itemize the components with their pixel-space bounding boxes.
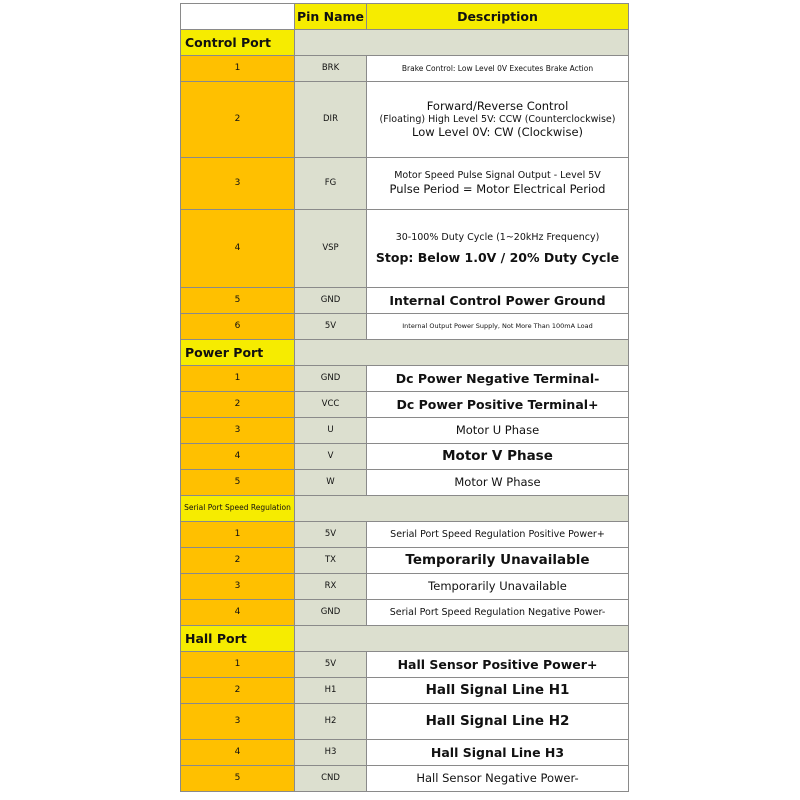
pin-number: 2	[181, 678, 295, 704]
description-line: Motor Speed Pulse Signal Output - Level 5V	[394, 170, 601, 182]
description-line: Forward/Reverse Control	[426, 99, 569, 114]
section-row-serial-port	[181, 496, 629, 522]
description-line: 30-100% Duty Cycle (1~20kHz Frequency)	[395, 231, 600, 243]
pin-description	[367, 704, 629, 740]
description-line: Brake Control: Low Level 0V Executes Brake Action	[401, 63, 594, 73]
pin-number: 4	[181, 600, 295, 626]
description-line: Temporarily Unavailable	[428, 579, 567, 594]
pin-number: 3	[181, 704, 295, 740]
pin-description	[367, 56, 629, 82]
pin-description	[367, 314, 629, 340]
table-row	[181, 314, 629, 340]
table-row	[181, 56, 629, 82]
section-title-control-port: Control Port	[181, 30, 295, 56]
pin-number: 1	[181, 652, 295, 678]
description-line: Hall Signal Line H1	[425, 682, 570, 699]
pin-name: GND	[295, 288, 367, 314]
description-line: Hall Signal Line H3	[430, 744, 565, 760]
pin-number: 4	[181, 444, 295, 470]
pin-number: 5	[181, 470, 295, 496]
pin-description	[367, 470, 629, 496]
pin-description	[367, 82, 629, 158]
pin-name: DIR	[295, 82, 367, 158]
pin-number: 1	[181, 366, 295, 392]
description-line: Motor V Phase	[442, 448, 553, 465]
section-title-power-port: Power Port	[181, 340, 295, 366]
table-row	[181, 470, 629, 496]
header-pin-name: Pin Name	[295, 4, 367, 30]
table-row	[181, 548, 629, 574]
pin-number: 5	[181, 766, 295, 792]
pin-name: H2	[295, 704, 367, 740]
pin-description	[367, 418, 629, 444]
pin-description	[367, 600, 629, 626]
pin-description	[367, 740, 629, 766]
description-line: Dc Power Positive Terminal+	[396, 396, 599, 412]
description-line: Hall Signal Line H2	[425, 713, 570, 730]
table-row	[181, 444, 629, 470]
pin-number: 1	[181, 56, 295, 82]
section-fill	[295, 496, 629, 522]
table-row	[181, 82, 629, 158]
pin-name: U	[295, 418, 367, 444]
description-line: Serial Port Speed Regulation Positive Power+	[390, 528, 605, 540]
description-line: Temporarily Unavailable	[405, 552, 590, 569]
pin-number: 6	[181, 314, 295, 340]
pin-name: 5V	[295, 652, 367, 678]
description-line: Internal Output Power Supply, Not More Than 100mA Load	[402, 322, 593, 331]
pin-definition-table	[180, 3, 629, 792]
description-line: Motor U Phase	[455, 423, 540, 438]
description-line: Hall Sensor Positive Power+	[397, 656, 598, 672]
pin-number: 4	[181, 740, 295, 766]
pin-name: FG	[295, 158, 367, 210]
pin-number: 2	[181, 82, 295, 158]
pin-number: 2	[181, 392, 295, 418]
table-row	[181, 704, 629, 740]
pin-description	[367, 288, 629, 314]
description-line: Internal Control Power Ground	[389, 292, 606, 308]
table-row	[181, 522, 629, 548]
pin-description	[367, 678, 629, 704]
description-line: Hall Sensor Negative Power-	[416, 771, 579, 786]
description-line: Low Level 0V: CW (Clockwise)	[411, 125, 584, 140]
section-row-hall-port	[181, 626, 629, 652]
description-line: Pulse Period = Motor Electrical Period	[389, 182, 606, 197]
table-row	[181, 366, 629, 392]
pin-description	[367, 522, 629, 548]
pin-description	[367, 766, 629, 792]
table-row	[181, 210, 629, 288]
description-line: Serial Port Speed Regulation Negative Power-	[389, 606, 606, 618]
pin-name: GND	[295, 366, 367, 392]
pin-description	[367, 158, 629, 210]
pin-number: 5	[181, 288, 295, 314]
pin-name: RX	[295, 574, 367, 600]
pin-name: TX	[295, 548, 367, 574]
pin-description	[367, 366, 629, 392]
section-title-hall-port: Hall Port	[181, 626, 295, 652]
pin-number: 3	[181, 158, 295, 210]
table-row	[181, 740, 629, 766]
table-row	[181, 392, 629, 418]
table-row	[181, 158, 629, 210]
table-row	[181, 574, 629, 600]
pin-description	[367, 392, 629, 418]
pin-number: 4	[181, 210, 295, 288]
table-header-row	[181, 4, 629, 30]
pin-name: 5V	[295, 314, 367, 340]
pin-name: GND	[295, 600, 367, 626]
pin-name: BRK	[295, 56, 367, 82]
table-row	[181, 288, 629, 314]
section-fill	[295, 30, 629, 56]
pin-description	[367, 444, 629, 470]
pin-name: CND	[295, 766, 367, 792]
section-fill	[295, 626, 629, 652]
table-row	[181, 418, 629, 444]
description-line: Stop: Below 1.0V / 20% Duty Cycle	[375, 249, 620, 265]
table-row	[181, 678, 629, 704]
pin-description	[367, 652, 629, 678]
description-line: Dc Power Negative Terminal-	[395, 370, 600, 386]
pin-description	[367, 210, 629, 288]
header-blank-cell	[181, 4, 295, 30]
pin-number: 2	[181, 548, 295, 574]
table-row	[181, 600, 629, 626]
pin-description	[367, 574, 629, 600]
section-title-serial-port: Serial Port Speed Regulation	[181, 496, 295, 522]
section-fill	[295, 340, 629, 366]
description-line: (Floating) High Level 5V: CCW (Counterclockwise)	[379, 113, 616, 125]
pin-number: 3	[181, 418, 295, 444]
table-row	[181, 652, 629, 678]
pin-description	[367, 548, 629, 574]
pin-name: H3	[295, 740, 367, 766]
pin-number: 1	[181, 522, 295, 548]
pin-name: W	[295, 470, 367, 496]
description-line: Motor W Phase	[454, 475, 541, 490]
pin-name: H1	[295, 678, 367, 704]
pin-name: V	[295, 444, 367, 470]
section-row-control-port	[181, 30, 629, 56]
pin-name: VCC	[295, 392, 367, 418]
pin-number: 3	[181, 574, 295, 600]
pin-name: 5V	[295, 522, 367, 548]
section-row-power-port	[181, 340, 629, 366]
table-row	[181, 766, 629, 792]
pin-name: VSP	[295, 210, 367, 288]
header-description: Description	[367, 4, 629, 30]
